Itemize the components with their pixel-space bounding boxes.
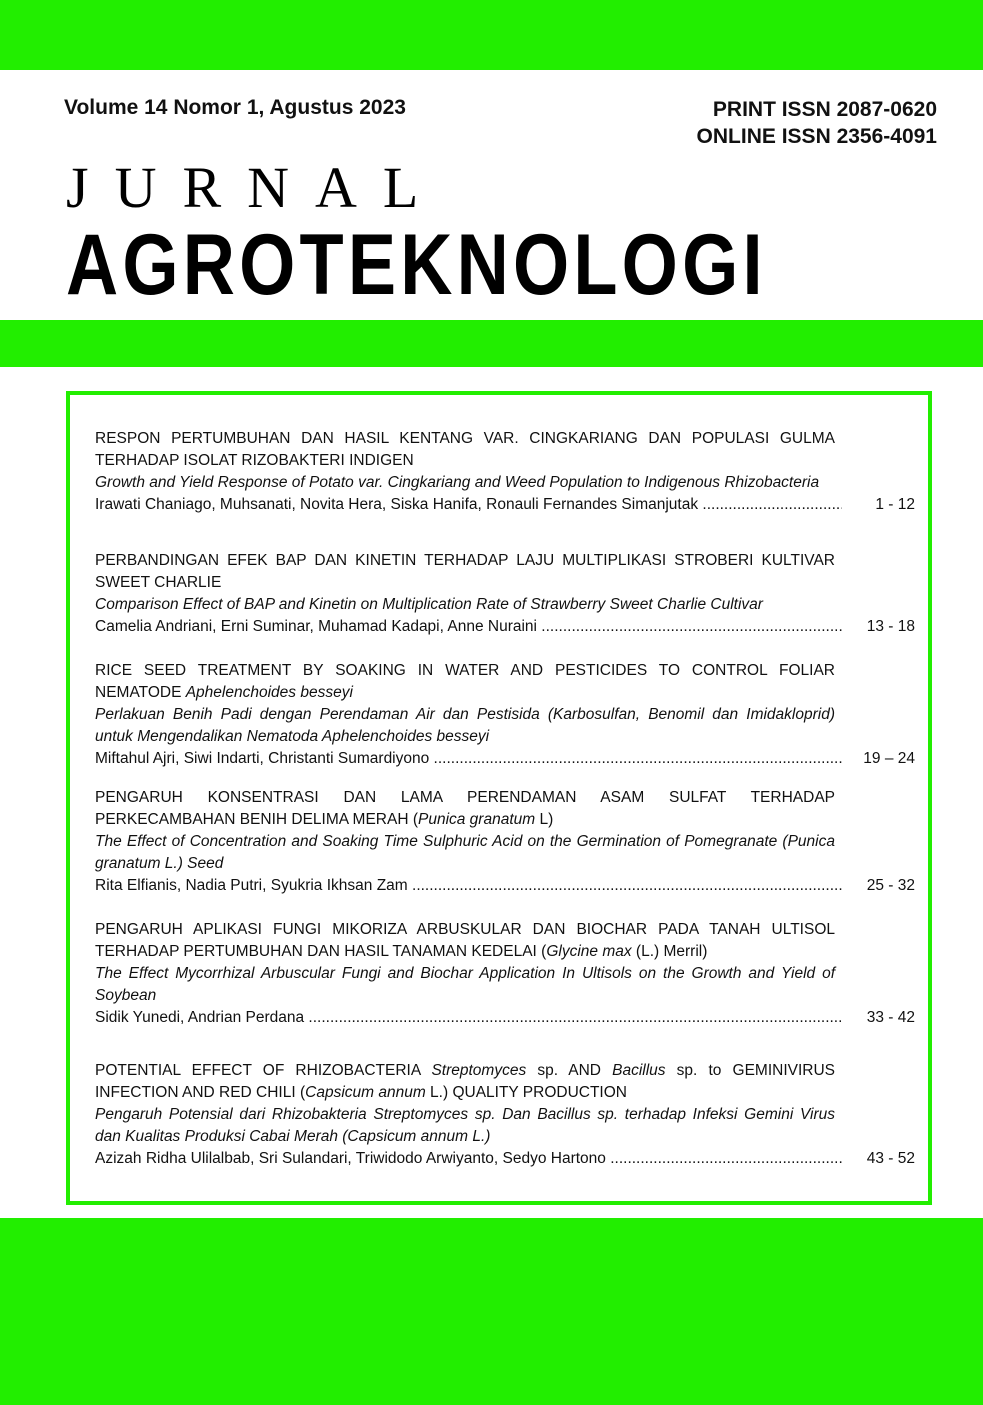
article-title bbox=[95, 550, 835, 594]
toc-entry[interactable] bbox=[95, 919, 915, 1029]
article-title bbox=[95, 919, 835, 963]
article-english-title bbox=[95, 831, 835, 875]
page-range: 33 - 42 bbox=[866, 1009, 915, 1026]
article-authors: Azizah Ridha Ulilalbab, Sri Sulandari, Triwidodo Arwiyanto, Sedyo Hartono ..... bbox=[95, 1148, 842, 1170]
toc-entry[interactable] bbox=[95, 787, 915, 897]
page-range: 13 - 18 bbox=[866, 618, 915, 635]
article-title bbox=[95, 787, 835, 831]
text-fragment: Perlakuan Benih Padi dengan Perendaman Air dan Pestisida (Karbosulfan, Benomil dan Imidakloprid) untuk Mengendalikan Nematoda Aphelenchoides besseyi bbox=[95, 706, 835, 745]
authors-row bbox=[95, 494, 915, 516]
print-issn: PRINT ISSN 2087-0620 bbox=[712, 98, 937, 121]
toc-entry[interactable] bbox=[95, 660, 915, 770]
top-green-band bbox=[0, 0, 983, 70]
toc-entry[interactable] bbox=[95, 428, 915, 516]
italic-fragment: Punica granatum bbox=[417, 811, 536, 828]
authors-row bbox=[95, 875, 915, 897]
text-fragment: Growth and Yield Response of Potato var. Cingkariang and Weed Population to Indigenous Rhizobacteria bbox=[95, 474, 820, 491]
text-fragment: sp. to GEMINIVIRUS INFECTION AND RED CHILI ( bbox=[95, 1062, 835, 1101]
italic-fragment: Streptomyces bbox=[431, 1062, 527, 1079]
page-range: 1 - 12 bbox=[875, 496, 915, 513]
page-range: 25 - 32 bbox=[866, 877, 915, 894]
article-authors: Sidik Yunedi, Andrian Perdana ..... bbox=[95, 1007, 842, 1029]
journal-word: JURNAL bbox=[66, 155, 445, 220]
italic-fragment: Bacillus bbox=[612, 1062, 666, 1079]
article-title bbox=[95, 660, 835, 704]
text-fragment: PERBANDINGAN EFEK BAP DAN KINETIN TERHADAP LAJU MULTIPLIKASI STROBERI KULTIVAR SWEET CHARLIE bbox=[95, 552, 835, 591]
volume-issue-label: Volume 14 Nomor 1, Agustus 2023 bbox=[64, 96, 406, 119]
text-fragment: PENGARUH KONSENTRASI DAN LAMA PERENDAMAN ASAM SULFAT TERHADAP PERKECAMBAHAN BENIH DELIMA MERAH ( bbox=[95, 789, 835, 828]
article-title bbox=[95, 1060, 835, 1104]
text-fragment: L.) QUALITY PRODUCTION bbox=[425, 1084, 627, 1101]
italic-fragment: Capsicum annum bbox=[305, 1084, 426, 1101]
article-authors: Irawati Chaniago, Muhsanati, Novita Hera, Siska Hanifa, Ronauli Fernandes Simanjutak ..... bbox=[95, 494, 842, 516]
text-fragment: The Effect Mycorrhizal Arbuscular Fungi and Biochar Application In Ultisols on the Growth and Yield of Soybean bbox=[95, 965, 835, 1004]
article-english-title bbox=[95, 1104, 835, 1148]
bottom-green-band bbox=[0, 1218, 983, 1405]
article-authors: Rita Elfianis, Nadia Putri, Syukria Ikhsan Zam ..... bbox=[95, 875, 842, 897]
text-fragment: PENGARUH APLIKASI FUNGI MIKORIZA ARBUSKULAR DAN BIOCHAR PADA TANAH ULTISOL TERHADAP PERTUMBUHAN DAN HASIL TANAMAN KEDELAI ( bbox=[95, 921, 835, 960]
article-authors: Camelia Andriani, Erni Suminar, Muhamad Kadapi, Anne Nuraini ..... bbox=[95, 616, 842, 638]
italic-fragment: Aphelenchoides besseyi bbox=[185, 684, 353, 701]
article-english-title bbox=[95, 963, 835, 1007]
authors-row bbox=[95, 748, 915, 770]
issn-block bbox=[697, 96, 937, 150]
page-range: 43 - 52 bbox=[866, 1150, 915, 1167]
text-fragment: sp. AND bbox=[526, 1062, 613, 1079]
authors-row bbox=[95, 616, 915, 638]
article-authors: Miftahul Ajri, Siwi Indarti, Christanti Sumardiyono ..... bbox=[95, 748, 842, 770]
toc-entry[interactable] bbox=[95, 550, 915, 638]
online-issn: ONLINE ISSN 2356-4091 bbox=[696, 125, 937, 148]
authors-row bbox=[95, 1007, 915, 1029]
text-fragment: POTENTIAL EFFECT OF RHIZOBACTERIA bbox=[95, 1062, 432, 1079]
text-fragment: RESPON PERTUMBUHAN DAN HASIL KENTANG VAR. CINGKARIANG DAN POPULASI GULMA TERHADAP ISOLAT RIZOBAKTERI INDIGEN bbox=[95, 430, 835, 469]
text-fragment: Comparison Effect of BAP and Kinetin on Multiplication Rate of Strawberry Sweet Charlie Cultivar bbox=[95, 596, 763, 613]
journal-name: AGROTEKNOLOGI bbox=[66, 217, 767, 313]
article-english-title bbox=[95, 594, 835, 616]
text-fragment: L) bbox=[535, 811, 554, 828]
page-range: 19 – 24 bbox=[863, 750, 915, 767]
text-fragment: RICE SEED TREATMENT BY SOAKING IN WATER AND PESTICIDES TO CONTROL FOLIAR NEMATODE bbox=[95, 662, 835, 701]
article-english-title bbox=[95, 472, 835, 494]
text-fragment: Pengaruh Potensial dari Rhizobakteria Streptomyces sp. Dan Bacillus sp. terhadap Infeksi Gemini Virus dan Kualitas Produksi Cabai Merah (Capsicum annum L.) bbox=[95, 1106, 835, 1145]
middle-green-band bbox=[0, 320, 983, 367]
article-english-title bbox=[95, 704, 835, 748]
toc-entry[interactable] bbox=[95, 1060, 915, 1170]
article-title bbox=[95, 428, 835, 472]
authors-row bbox=[95, 1148, 915, 1170]
text-fragment: The Effect of Concentration and Soaking Time Sulphuric Acid on the Germination of Pomegranate (Punica granatum L.) Seed bbox=[95, 833, 835, 872]
text-fragment: (L.) Merril) bbox=[631, 943, 708, 960]
italic-fragment: Glycine max bbox=[546, 943, 632, 960]
table-of-contents bbox=[66, 391, 932, 1205]
